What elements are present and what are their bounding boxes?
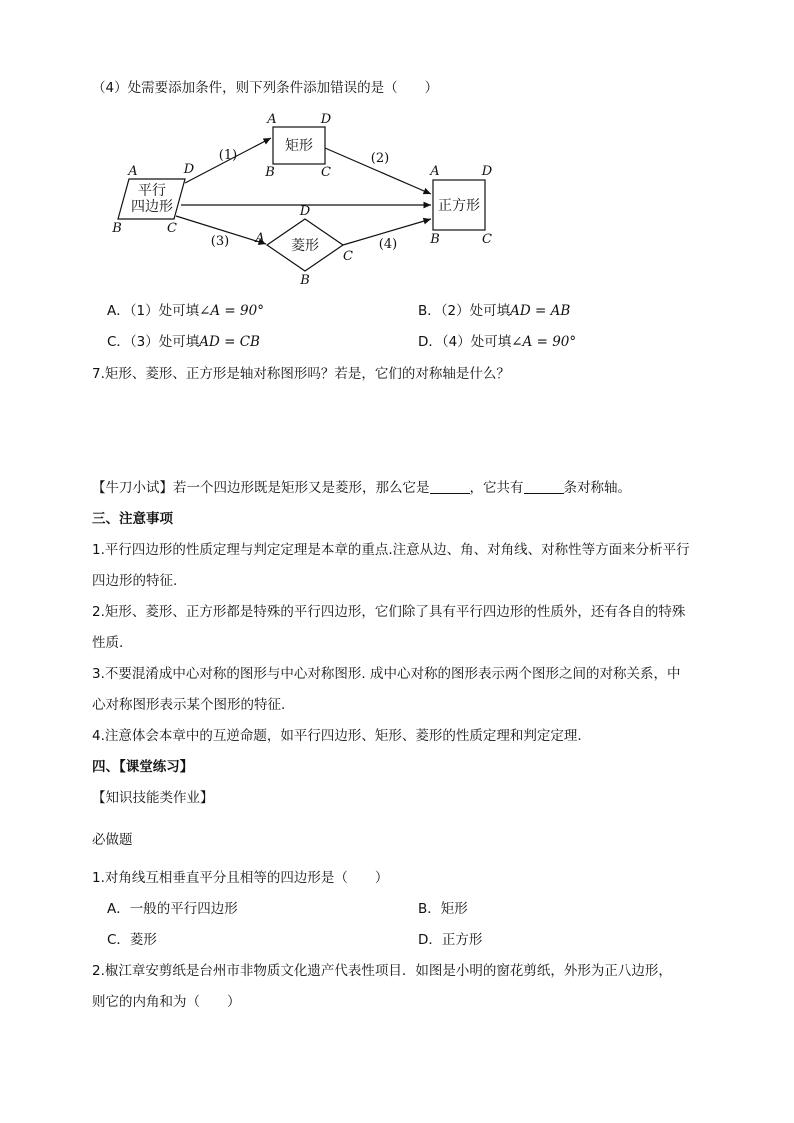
section-4-title: 四、【课堂练习】 xyxy=(92,759,194,775)
note-line-7: 4.注意体会本章中的互逆命题，如平行四边形、矩形、菱形的性质定理和判定定理. xyxy=(92,728,582,744)
vertex-re-D: D xyxy=(320,112,332,127)
note-line-3: 2.矩形、菱形、正方形都是特殊的平行四边形，它们除了具有平行四边形的性质外，还有各自的特殊 xyxy=(92,604,686,620)
option-a-math: ∠A = 90° xyxy=(199,303,264,319)
vertex-rh-A: A xyxy=(255,231,265,246)
question-7: 7.矩形、菱形、正方形是轴对称图形吗？若是，它们的对称轴是什么？ xyxy=(92,366,510,382)
niudao-xiaoshi xyxy=(92,479,631,497)
exercise-1-option-d: D．正方形 xyxy=(418,932,483,948)
vertex-re-A: A xyxy=(267,112,277,127)
vertex-rh-D: D xyxy=(299,204,311,219)
rectangle-label: 矩形 xyxy=(285,138,313,154)
option-d-label: D．（4）处可填 xyxy=(418,334,512,350)
exercise-1-option-c: C．菱形 xyxy=(107,932,157,948)
vertex-pa-A: A xyxy=(128,164,138,179)
exercise-1-option-b: B．矩形 xyxy=(418,901,468,917)
vertex-sq-A: A xyxy=(430,164,440,179)
rhombus-label: 菱形 xyxy=(291,238,319,254)
answer-blank-1[interactable] xyxy=(430,479,470,494)
option-a xyxy=(107,302,264,320)
note-line-5: 3.不要混淆成中心对称的图形与中心对称图形. 成中心对称的图形表示两个图形之间的对称关系，中 xyxy=(92,666,681,682)
note-line-4: 性质. xyxy=(92,635,124,651)
parallelogram-label-1: 平行 xyxy=(138,183,166,199)
option-c-label: C．（3）处可填 xyxy=(107,334,200,350)
section-3-title: 三、注意事项 xyxy=(92,511,173,527)
option-b-label: B．（2）处可填 xyxy=(418,303,511,319)
option-c-math: AD = CB xyxy=(199,334,260,350)
exercise-2-line-2: 则它的内角和为（ ） xyxy=(92,994,241,1010)
vertex-pa-B: B xyxy=(112,221,122,236)
option-d xyxy=(418,333,576,351)
question-6-part-4: （4）处需要添加条件，则下列条件添加错误的是（ ） xyxy=(92,80,439,96)
option-a-label: A．（1）处可填 xyxy=(107,303,200,319)
note-line-2: 四边形的特征. xyxy=(92,573,178,589)
option-c xyxy=(107,333,260,351)
note-line-6: 心对称图形表示某个图形的特征. xyxy=(92,697,286,713)
vertex-pa-D: D xyxy=(183,162,195,177)
vertex-sq-C: C xyxy=(482,232,492,247)
square-label: 正方形 xyxy=(438,198,480,214)
vertex-sq-D: D xyxy=(481,164,493,179)
note-line-1: 1.平行四边形的性质定理与判定定理是本章的重点.注意从边、角、对角线、对称性等方面来分析平行 xyxy=(92,542,690,558)
niudao-part-2: ，它共有 xyxy=(469,480,524,496)
option-b-math: AD = AB xyxy=(510,303,571,319)
niudao-part-1: 【牛刀小试】若一个四边形既是矩形又是菱形，那么它是 xyxy=(92,480,430,496)
parallelogram-label-2: 四边形 xyxy=(131,199,173,215)
option-d-math: ∠A = 90° xyxy=(511,334,577,350)
required-title: 必做题 xyxy=(92,832,133,848)
vertex-rh-C: C xyxy=(343,249,353,264)
exercise-1-option-a: A．一般的平行四边形 xyxy=(107,901,238,917)
vertex-pa-C: C xyxy=(167,221,177,236)
edge-label-4: (4) xyxy=(378,237,398,252)
answer-blank-2[interactable] xyxy=(524,479,564,494)
edge-label-2: (2) xyxy=(370,151,390,166)
quadrilateral-relationship-diagram xyxy=(100,110,520,295)
edge-label-1: (1) xyxy=(218,148,238,163)
exercise-2-line-1: 2.椒江章安剪纸是台州市非物质文化遗产代表性项目．如图是小明的窗花剪纸，外形为正八边形， xyxy=(92,963,672,979)
edge-label-3: (3) xyxy=(210,234,230,249)
vertex-re-B: B xyxy=(265,165,275,180)
exercise-1-question: 1.对角线互相垂直平分且相等的四边形是（ ） xyxy=(92,870,389,886)
vertex-rh-B: B xyxy=(300,273,310,288)
vertex-sq-B: B xyxy=(430,232,440,247)
option-b xyxy=(418,302,570,320)
homework-title: 【知识技能类作业】 xyxy=(92,790,214,806)
vertex-re-C: C xyxy=(321,165,331,180)
niudao-part-3: 条对称轴。 xyxy=(563,480,631,496)
